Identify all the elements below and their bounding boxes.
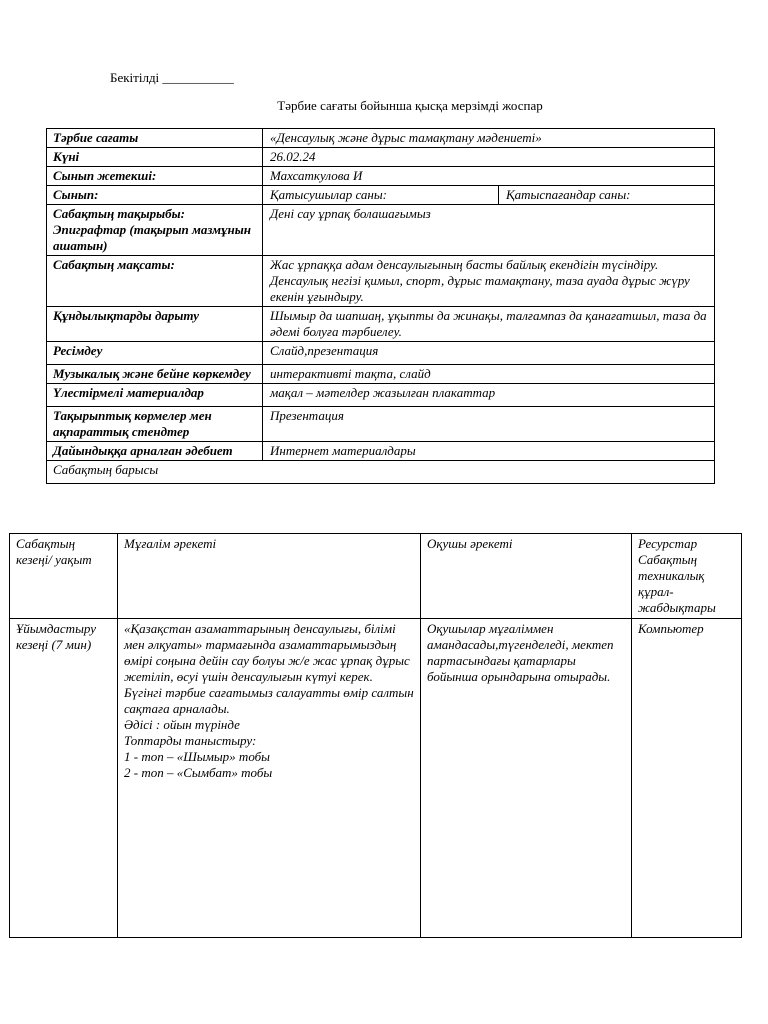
plan-row-literature <box>47 442 715 461</box>
plan-row-design <box>47 342 715 365</box>
music-value: интерактивті тақта, слайд <box>263 365 715 384</box>
lesson-row-organization <box>10 619 742 938</box>
teacher-text-group-1: 1 - топ – «Шымыр» тобы <box>124 749 270 764</box>
resources-header: Ресурстар Сабақтың техникалық құрал-жабдықтары <box>632 534 742 619</box>
design-label: Ресімдеу <box>47 342 263 365</box>
plan-row-class <box>47 186 715 205</box>
teacher-label: Сынып жетекші: <box>47 167 263 186</box>
teacher-text-method: Әдісі : ойын түрінде <box>124 717 240 732</box>
stands-label: Тақырыптық көрмелер мен ақпараттық стендтер <box>47 407 263 442</box>
absent-count-label: Қатыспағандар саны: <box>499 186 715 205</box>
stage-header: Сабақтың кезеңі/ уақыт <box>10 534 118 619</box>
plan-row-values <box>47 307 715 342</box>
teacher-action-header: Мұғалім әрекеті <box>118 534 421 619</box>
topic-value: «Денсаулық және дұрыс тамақтану мәдениеті» <box>263 129 715 148</box>
teacher-text-group-2: 2 - топ – «Сымбат» тобы <box>124 765 273 780</box>
approved-line: Бекітілді ___________ <box>110 70 234 85</box>
lesson-header-row <box>10 534 742 619</box>
teacher-text-groups: Топтарды таныстыру: <box>124 733 257 748</box>
music-label: Музыкалық және бейне көркемдеу <box>47 365 263 384</box>
date-label: Күні <box>47 148 263 167</box>
design-value: Слайд,презентация <box>263 342 715 365</box>
subject-label: Сабақтың тақырыбы: Эпиграфтар (тақырып мазмұнын ашатын) <box>47 205 263 256</box>
literature-value: Интернет материалдары <box>263 442 715 461</box>
plan-row-music <box>47 365 715 384</box>
plan-row-stands <box>47 407 715 442</box>
student-action-cell: Оқушылар мұғаліммен амандасады,түгенделеді, мектеп партасындағы қатарлары бойынша орындарына отырады. <box>421 619 632 938</box>
plan-table <box>46 128 715 484</box>
date-value: 26.02.24 <box>263 148 715 167</box>
handout-value: мақал – мәтелдер жазылған плакаттар <box>263 384 715 407</box>
stage-cell: Ұйымдастыру кезеңі (7 мин) <box>10 619 118 938</box>
plan-row-handout <box>47 384 715 407</box>
class-label: Сынып: <box>47 186 263 205</box>
goal-value: Жас ұрпаққа адам денсаулығының басты байлық екендігін түсіндіру. Денсаулық негізі қимыл, спорт, дұрыс тамақтану, таза ауада дұрыс жүру екенін ұғындыру. <box>263 256 715 307</box>
lesson-table <box>9 533 742 938</box>
stands-value: Презентация <box>263 407 715 442</box>
values-value: Шымыр да шапшаң, ұқыпты да жинақы, талғампаз да қанағатшыл, таза да әдемі болуға тәрбиелеу. <box>263 307 715 342</box>
teacher-value: Махсаткулова И <box>263 167 715 186</box>
topic-label: Тәрбие сағаты <box>47 129 263 148</box>
subject-value: Дені сау ұрпақ болашағымыз <box>263 205 715 256</box>
plan-row-goal <box>47 256 715 307</box>
teacher-action-cell <box>118 619 421 938</box>
plan-row-teacher <box>47 167 715 186</box>
document-title: Тәрбие сағаты бойынша қысқа мерзімді жоспар <box>277 98 543 113</box>
handout-label: Үлестірмелі материалдар <box>47 384 263 407</box>
values-label: Құндылықтарды дарыту <box>47 307 263 342</box>
plan-row-subject <box>47 205 715 256</box>
student-action-header: Оқушы әрекеті <box>421 534 632 619</box>
resources-cell: Компьютер <box>632 619 742 938</box>
lesson-progress-label: Сабақтың барысы <box>47 461 715 484</box>
plan-row-date <box>47 148 715 167</box>
teacher-text-intro: «Қазақстан азаматтарының денсаулығы, білімі мен әлқуаты» тармағында азаматтарымыздың өмірі соңына дейін сау болуы ж/е жас ұрпақ дұрыс жетіліп, өсуі үшін денсаулығын күтуі керек. Бүгінгі тәрбие сағатымыз салауатты өмір салтын сақтаға арналады. <box>124 621 414 716</box>
literature-label: Дайындыққа арналған әдебиет <box>47 442 263 461</box>
present-count-label: Қатысушылар саны: <box>263 186 499 205</box>
plan-row-progress <box>47 461 715 484</box>
plan-row-topic <box>47 129 715 148</box>
goal-label: Сабақтың мақсаты: <box>47 256 263 307</box>
